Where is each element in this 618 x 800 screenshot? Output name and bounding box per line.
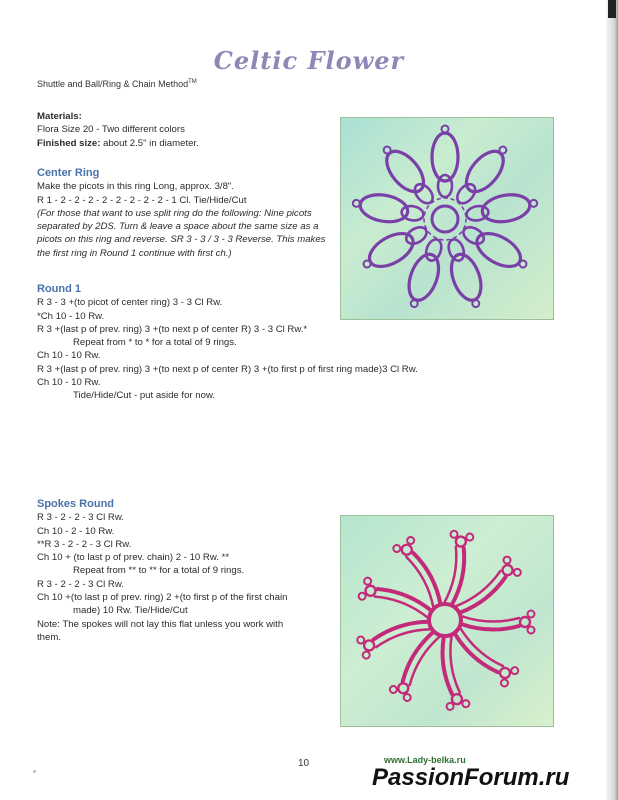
spoke-tip-ring <box>501 563 515 577</box>
spoke-tip-picot <box>362 651 371 660</box>
finished-size-line <box>37 137 199 150</box>
center-ring-line: R 1 - 2 - 2 - 2 - 2 - 2 - 2 - 2 - 2 - 1 Cl. Tie/Hide/Cut <box>37 194 247 206</box>
spoke-group <box>461 611 535 634</box>
spoke-group <box>449 623 520 688</box>
spoke-tip-picot <box>392 544 402 554</box>
spokes-heading: Spokes Round <box>37 498 115 510</box>
flower-petal-group <box>440 235 489 311</box>
spoke-group <box>451 555 522 620</box>
inner-petal <box>423 237 444 262</box>
spoke-group <box>392 536 449 611</box>
center-ring-note: separated by 2DS. Turn & leave a space about the same size as a <box>37 221 319 233</box>
center-ring-note: picots on this ring and reverse. SR 3 - 3 / 3 - 3 Reverse. This makes <box>37 234 326 246</box>
spoke-tip-picot <box>356 636 365 645</box>
spoke-tip-picot <box>466 533 474 541</box>
center-ring-note: the first ring in Round 1 continue with first ch.) <box>37 247 232 259</box>
finished-size-value: about 2.5" in diameter. <box>100 137 199 149</box>
spokes-line: Ch 10 + (to last p of prev. chain) 2 - 10 Rw. ** <box>37 552 230 564</box>
inner-petal <box>446 237 467 262</box>
spokes-center-ring <box>429 604 461 636</box>
subtitle-text: Shuttle and Ball/Ring & Chain Method <box>37 79 189 89</box>
petal-picot <box>530 199 538 207</box>
spoke-tip-picot <box>389 685 399 695</box>
flower-petal-group <box>449 139 515 210</box>
spoke-group <box>358 577 435 624</box>
purple-flower-illustration <box>341 118 553 319</box>
spoke-tip-ring <box>520 617 530 627</box>
outer-petal <box>471 227 526 274</box>
petal-picot <box>410 299 419 308</box>
round1-line: R 3 +(last p of prev. ring) 3 +(to next p of center R) 3 - 3 Cl Rw.* <box>37 323 308 335</box>
spokes-line: R 3 - 2 - 2 - 3 Cl Rw. <box>37 578 124 590</box>
spokes-section <box>37 498 287 644</box>
center-ring-heading: Center Ring <box>37 167 100 179</box>
spoke-tip-picot <box>528 627 535 634</box>
flower-petal-group <box>401 235 450 311</box>
spoke-arm <box>461 624 519 630</box>
spoke-tip-picot <box>502 555 512 565</box>
outer-petal <box>364 227 419 274</box>
petal-picot <box>471 299 480 308</box>
celtic-flower-photo <box>340 117 554 320</box>
spoke-arm <box>460 575 508 617</box>
center-ring-section <box>37 167 325 260</box>
watermark: PassionForum.ru <box>372 764 570 791</box>
petal-picot <box>352 199 360 207</box>
spoke-group <box>356 613 433 660</box>
spoke-tip-picot <box>446 702 454 710</box>
materials-section <box>37 110 199 150</box>
round1-line: R 3 +(last p of prev. ring) 3 +(to next p of center R) 3 +(to first p of first ring made)3 Cl Rw. <box>37 363 418 375</box>
spoke-tip-picot <box>462 700 470 708</box>
materials-heading: Materials: <box>37 111 82 122</box>
spokes-line: made) 10 Rw. Tie/Hide/Cut <box>73 605 188 617</box>
spoke-arm <box>411 551 445 604</box>
spoke-tip-picot <box>358 592 367 601</box>
spokes-line: Repeat from ** to ** for a total of 9 rings. <box>73 565 245 577</box>
center-ring-picots <box>424 198 466 240</box>
spoke-tip-picot <box>512 567 522 577</box>
spoke-tip-picot <box>450 530 458 538</box>
flower-petal-group <box>432 126 458 198</box>
round1-line: Repeat from * to * for a total of 9 rings. <box>73 337 237 349</box>
spoke-group <box>389 627 446 702</box>
spokes-line: Ch 10 +(to last p of prev. ring) 2 +(to first p of the first chain <box>37 592 288 604</box>
round1-heading: Round 1 <box>37 283 81 295</box>
round1-line: Ch 10 - 10 Rw. <box>37 350 101 362</box>
spoke-tip-picot <box>500 678 510 688</box>
spoke-arm <box>400 629 434 682</box>
scan-speck <box>33 770 36 773</box>
spokes-line: R 3 - 2 - 2 - 3 Cl Rw. <box>37 512 124 524</box>
round1-line: Tide/Hide/Cut - put aside for now. <box>73 390 216 402</box>
page-subtitle <box>37 79 197 89</box>
spokes-round-photo <box>340 515 554 727</box>
round1-line: R 3 - 3 +(to picot of center ring) 3 - 3 Cl Rw. <box>37 297 223 309</box>
page-title: Celtic Flower <box>213 46 405 75</box>
flower-petal-group <box>458 219 533 277</box>
inner-petal <box>438 175 452 197</box>
spoke-tip-ring <box>498 666 512 680</box>
spokes-line: **R 3 - 2 - 2 - 3 Cl Rw. <box>37 538 132 550</box>
center-ring-line: Make the picots in this ring Long, approx. 3/8". <box>37 181 234 193</box>
scan-edge <box>606 0 618 800</box>
finished-size-label: Finished size: <box>37 137 101 149</box>
flower-petal-group <box>358 219 433 277</box>
spoke-group <box>438 530 473 606</box>
trademark-mark: TM <box>188 79 197 85</box>
round1-line: Ch 10 - 10 Rw. <box>37 377 101 389</box>
spokes-line: Ch 10 - 2 - 10 Rw. <box>37 525 115 537</box>
spoke-arm-inner <box>461 616 519 622</box>
center-ring <box>432 206 458 232</box>
spoke-arm <box>451 633 499 675</box>
page-number: 10 <box>298 758 310 769</box>
spoke-tip-picot <box>510 666 520 676</box>
magenta-spokes-illustration <box>341 516 553 726</box>
scan-mark <box>608 0 616 18</box>
spokes-note: them. <box>37 631 61 643</box>
flower-petal-group <box>351 190 426 228</box>
site-url: www.Lady-belka.ru <box>384 755 466 765</box>
materials-line: Flora Size 20 - Two different colors <box>37 124 185 136</box>
spoke-tip-picot <box>363 577 372 586</box>
spokes-note: Note: The spokes will not lay this flat unless you work with <box>37 618 284 630</box>
flower-petal-group <box>464 190 539 228</box>
center-ring-note: (For those that want to use split ring do the following: Nine picots <box>37 207 312 219</box>
flower-petal-group <box>375 139 441 210</box>
round1-line: *Ch 10 - 10 Rw. <box>37 310 105 322</box>
spoke-tip-picot <box>528 611 535 618</box>
